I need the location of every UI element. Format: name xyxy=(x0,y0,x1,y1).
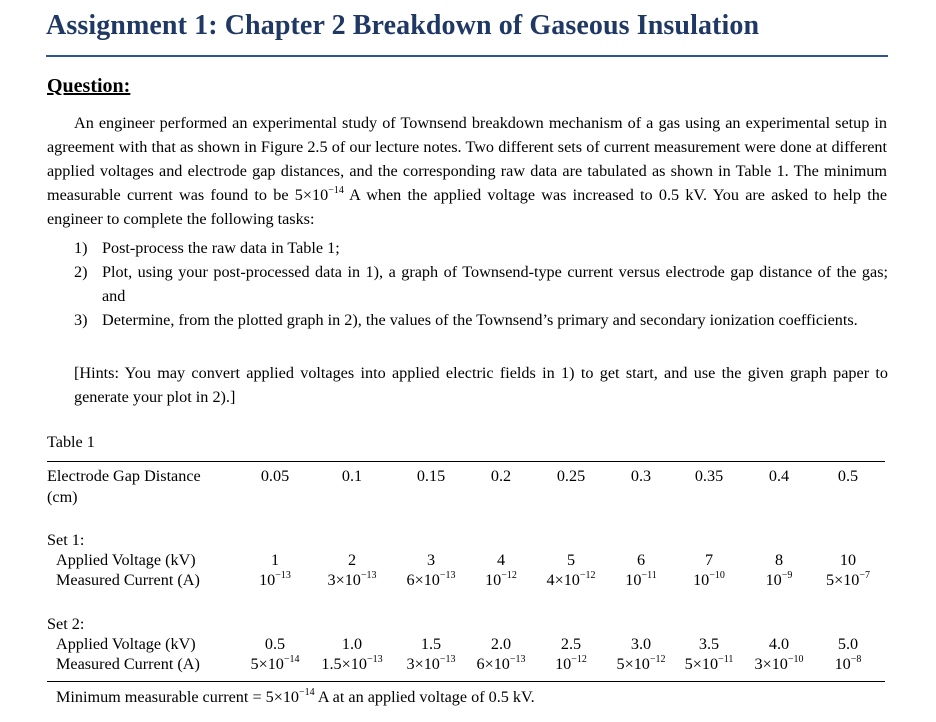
set1-voltage-cell: 6 xyxy=(636,551,646,569)
task-text: Determine, from the plotted graph in 2), the values of the Townsend’s primary and secondary ionization coefficients. xyxy=(102,311,858,329)
text-run: A at an applied voltage of 0.5 kV. xyxy=(314,688,535,706)
exponent: −13 xyxy=(275,569,291,581)
set1-current-cell xyxy=(546,570,595,590)
set1-current-cell xyxy=(766,570,793,590)
set2-voltage-cell: 1.0 xyxy=(341,635,363,653)
text-run: 5×10 xyxy=(825,571,860,589)
set1-voltage-label: Applied Voltage (kV) xyxy=(56,551,196,569)
gap-value-cell: 0.2 xyxy=(490,467,512,485)
set2-voltage-cell: 4.0 xyxy=(768,635,790,653)
text-run: 4×10 xyxy=(546,571,580,589)
question-paragraph xyxy=(47,111,887,231)
task-item xyxy=(74,260,888,308)
set2-current-cell xyxy=(685,654,734,674)
text-run: 10 xyxy=(625,571,642,589)
set2-voltage-cell: 0.5 xyxy=(264,635,286,653)
set2-voltage-cell: 1.5 xyxy=(420,635,442,653)
exponent: −12 xyxy=(571,653,587,665)
gap-value-cell: 0.4 xyxy=(768,467,790,485)
text-run: 5×10 xyxy=(684,655,719,673)
text-run: 5×10 xyxy=(250,655,284,673)
set2-current-cell xyxy=(406,654,455,674)
text-run: 10 xyxy=(834,655,851,673)
task-item xyxy=(74,308,888,332)
set1-current-cell xyxy=(406,570,455,590)
set1-voltage-cell: 2 xyxy=(347,551,357,569)
gap-value-cell: 0.35 xyxy=(694,467,724,485)
exponent: −8 xyxy=(850,653,862,665)
gap-value-cell: 0.1 xyxy=(341,467,363,485)
set2-current-label: Measured Current (A) xyxy=(56,655,200,673)
gap-value-cell: 0.3 xyxy=(630,467,652,485)
text-run: 10 xyxy=(259,571,276,589)
gap-value-cell: 0.15 xyxy=(416,467,446,485)
text-run: 6×10 xyxy=(406,571,440,589)
exponent: −11 xyxy=(641,569,657,581)
text-run: 3×10 xyxy=(406,655,440,673)
exponent: −13 xyxy=(509,653,526,665)
exponent: −10 xyxy=(787,653,804,665)
exponent: −12 xyxy=(579,569,596,581)
table-footer xyxy=(56,687,535,707)
set2-current-cell xyxy=(835,654,862,674)
text-run: Minimum measurable current = 5×10 xyxy=(56,688,300,706)
task-list xyxy=(74,236,888,332)
set1-label: Set 1: xyxy=(47,531,85,549)
set2-current-cell xyxy=(555,654,587,674)
set1-current-label: Measured Current (A) xyxy=(56,571,200,589)
exponent: −7 xyxy=(859,569,871,581)
set1-current-cell xyxy=(327,570,376,590)
table-top-rule xyxy=(47,461,885,462)
exponent: −13 xyxy=(439,653,456,665)
set1-voltage-cell: 4 xyxy=(496,551,506,569)
text-run: 3×10 xyxy=(754,655,788,673)
set2-voltage-cell: 5.0 xyxy=(837,635,859,653)
set2-voltage-cell: 2.5 xyxy=(560,635,582,653)
exponent: −13 xyxy=(366,653,383,665)
title-underline xyxy=(46,55,888,57)
gap-value-cell: 0.5 xyxy=(837,467,859,485)
table-bottom-rule xyxy=(47,681,885,682)
exponent: −14 xyxy=(283,653,300,665)
exponent: −13 xyxy=(439,569,456,581)
text-run: 1.5×10 xyxy=(321,655,367,673)
exponent: −12 xyxy=(649,653,666,665)
text-run: 10 xyxy=(485,571,502,589)
text-run: 10 xyxy=(693,571,710,589)
task-text: Post-process the raw data in Table 1; xyxy=(102,239,340,257)
task-text: Plot, using your post-processed data in 1), a graph of Townsend-type current versus electrode gap distance of the gas; and xyxy=(102,263,888,305)
text-run: An engineer performed an experimental study of Townsend breakdown mechanism of a gas using an experimental setup in agreement with that as shown in Figure 2.5 of our lecture notes. Two different sets of current measurement were done at different applied voltages and electrode gap distances, and the corresponding raw data are tabulated as shown in Table 1. The minimum measurable current was found to be 5×10 xyxy=(47,114,887,204)
set1-voltage-cell: 7 xyxy=(704,551,714,569)
set2-label: Set 2: xyxy=(47,615,85,633)
question-paragraph-text xyxy=(47,114,887,228)
task-number: 1) xyxy=(74,239,88,257)
hints-paragraph: [Hints: You may convert applied voltages into applied electric fields in 1) to get start, and use the given graph paper to generate your plot in 2).] xyxy=(74,364,888,406)
set1-current-cell xyxy=(485,570,517,590)
set1-current-cell xyxy=(625,570,656,590)
set1-voltage-cell: 10 xyxy=(839,551,857,569)
set1-current-cell xyxy=(693,570,725,590)
set2-current-cell xyxy=(616,654,665,674)
set2-voltage-cell: 3.0 xyxy=(630,635,652,653)
set2-voltage-cell: 3.5 xyxy=(698,635,720,653)
set1-voltage-cell: 8 xyxy=(774,551,784,569)
task-item xyxy=(74,236,888,260)
set1-current-cell xyxy=(259,570,291,590)
text-run: 5×10 xyxy=(616,655,650,673)
exponent: −10 xyxy=(709,569,725,581)
text-run: A when the applied voltage was increased to 0.5 kV. You are asked to help the engineer to complete the following tasks: xyxy=(47,186,887,228)
table-caption: Table 1 xyxy=(47,433,95,451)
text-run: 10 xyxy=(765,571,782,589)
exponent: −14 xyxy=(328,184,344,196)
assignment-title: Assignment 1: Chapter 2 Breakdown of Gaseous Insulation xyxy=(46,10,760,41)
set1-voltage-cell: 1 xyxy=(270,551,280,569)
set2-current-cell xyxy=(754,654,803,674)
exponent: −12 xyxy=(501,569,517,581)
gap-value-cell: 0.25 xyxy=(556,467,586,485)
gap-unit: (cm) xyxy=(47,488,78,506)
text-run: 6×10 xyxy=(476,655,510,673)
exponent: −11 xyxy=(718,653,734,665)
set2-current-cell xyxy=(250,654,299,674)
question-heading: Question: xyxy=(47,75,131,97)
set1-voltage-cell: 5 xyxy=(566,551,576,569)
set2-voltage-label: Applied Voltage (kV) xyxy=(56,635,196,653)
set1-voltage-cell: 3 xyxy=(426,551,436,569)
text-run: 10 xyxy=(555,655,572,673)
exponent: −14 xyxy=(299,686,315,698)
exponent: −9 xyxy=(781,569,793,581)
text-run: 3×10 xyxy=(327,571,361,589)
set2-voltage-cell: 2.0 xyxy=(490,635,512,653)
set1-current-cell xyxy=(826,570,870,590)
task-number: 2) xyxy=(74,263,88,281)
gap-label: Electrode Gap Distance xyxy=(47,467,201,485)
gap-value-cell: 0.05 xyxy=(260,467,290,485)
set2-current-cell xyxy=(321,654,382,674)
set2-current-cell xyxy=(476,654,525,674)
task-number: 3) xyxy=(74,311,88,329)
exponent: −13 xyxy=(360,569,377,581)
